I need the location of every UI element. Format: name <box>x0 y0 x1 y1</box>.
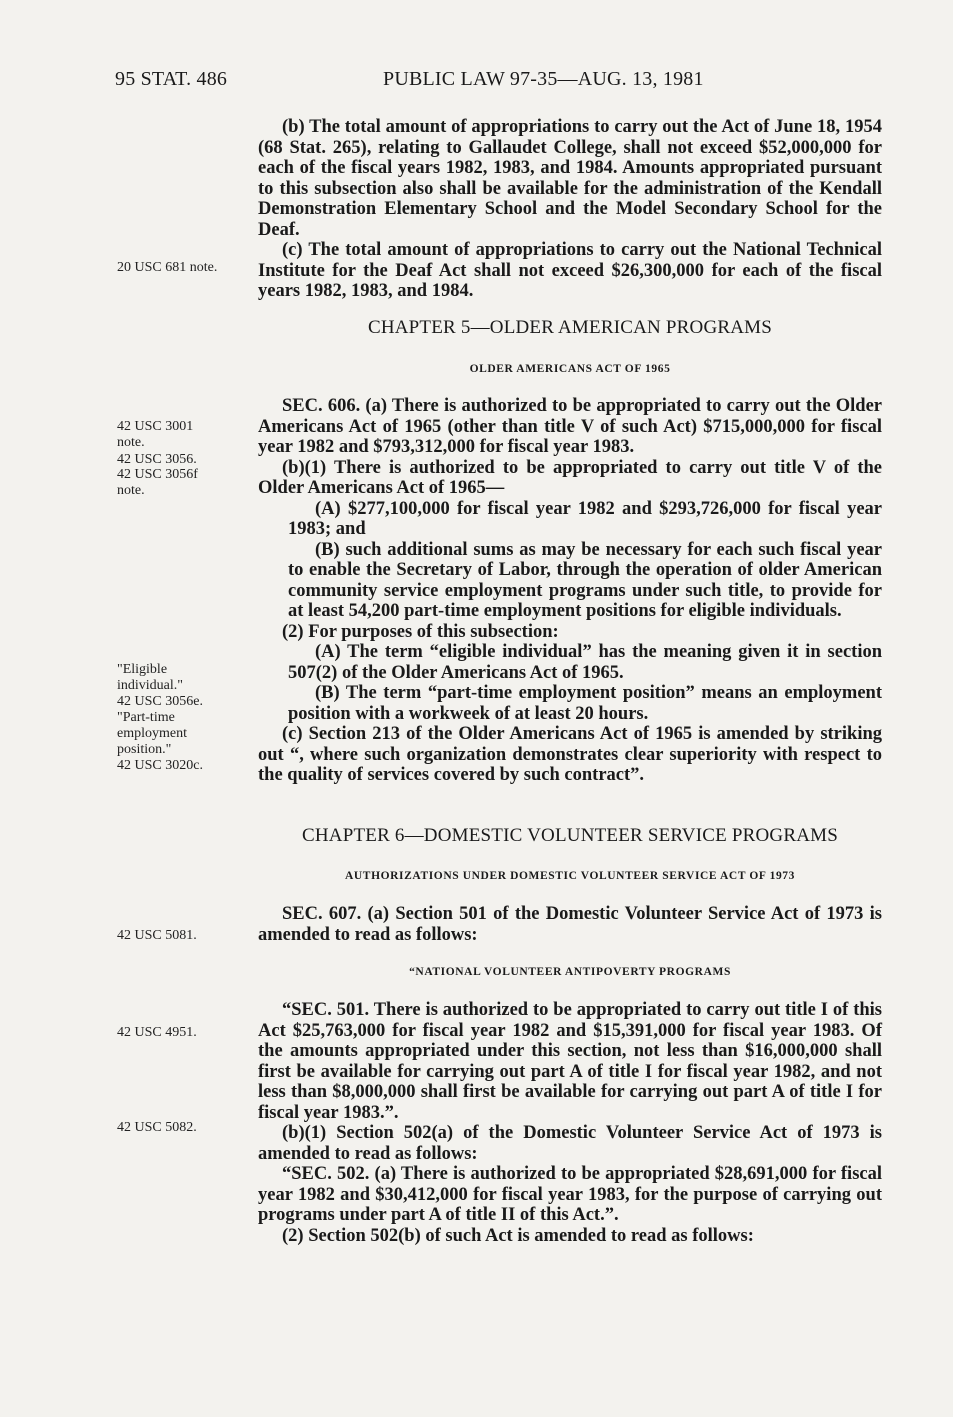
sec-606-b1-A-text: (A) $277,100,000 for fiscal year 1982 and $293,726,000 for fiscal year 1983; and <box>288 498 882 539</box>
sec-607-a <box>258 904 882 945</box>
margin-note: 42 USC 3056e. <box>117 694 203 709</box>
margin-note: 42 USC 3020c. <box>117 758 203 773</box>
sec-607-b1: (b)(1) Section 502(a) of the Domestic Volunteer Service Act of 1973 is amended to read as follows: <box>258 1123 882 1164</box>
sec-606-b2-B-text: (B) The term “part-time employment position” means an employment position with a workweek of at least 20 hours. <box>288 683 882 724</box>
page-stat-number: 95 STAT. 486 <box>115 68 228 90</box>
chapter-5-heading: CHAPTER 5—OLDER AMERICAN PROGRAMS <box>367 317 773 338</box>
sec-607-b2: (2) Section 502(b) of such Act is amended to read as follows: <box>282 1225 754 1246</box>
sec-502-label: “SEC. 502. <box>282 1164 370 1184</box>
margin-note: 42 USC 4951. <box>117 1025 197 1040</box>
margin-note: 42 USC 3056f note. <box>117 467 198 498</box>
sec-606-b1-B-text: (B) such additional sums as may be necessary for each such fiscal year to enable the Secretary of Labor, through the operation of older American community service employment programs under such title, to provide for at least 54,200 part-time employment positions for eligible individuals. <box>288 539 882 621</box>
margin-note: "Eligible individual." <box>117 662 183 693</box>
sec-606-b2: (2) For purposes of this subsection: <box>282 621 559 642</box>
running-header: PUBLIC LAW 97-35—AUG. 13, 1981 <box>383 68 704 90</box>
sec-501 <box>258 1000 882 1123</box>
nvap-heading: “NATIONAL VOLUNTEER ANTIPOVERTY PROGRAMS <box>409 966 731 978</box>
text-b1: (b) The total amount of appropriations to carry out the Act of June 18, 1954 (68 Stat. 265), relating to Gallaudet College, shall not exceed $52,000,000 for each of the fiscal years 1982, 1983, and 1984. Amounts appropriated pursuant to this subsection also shall be available for the administration of the Kendall Demonstration Elementary School and the Model Secondary School for the Deaf. <box>258 117 882 240</box>
sec-606-b1-A <box>258 499 882 540</box>
sec-607-a-text: (a) Section 501 of the Domestic Volunteer Service Act of 1973 is amended to read as follows: <box>258 904 882 945</box>
sec-606-b2-A-text: (A) The term “eligible individual” has the meaning given it in section 507(2) of the Older Americans Act of 1965. <box>288 642 882 683</box>
margin-note: 20 USC 681 note. <box>117 260 218 275</box>
sec-606-a <box>258 396 882 458</box>
sec-606-b2-B <box>258 683 882 724</box>
sec-502-text: (a) There is authorized to be appropriated $28,691,000 for fiscal year 1982 and $30,412,000 for fiscal year 1983, for the purpose of carrying out programs under part A of title II of this Act.”. <box>258 1164 882 1225</box>
act-1965-heading: OLDER AMERICANS ACT OF 1965 <box>469 363 671 375</box>
sec-606-a-text: (a) There is authorized to be appropriated to carry out the Older Americans Act of 1965 (other than title V of such Act) $715,000,000 for fiscal year 1982 and $793,312,000 for fiscal year 1983. <box>258 396 882 457</box>
section-606 <box>258 396 882 786</box>
sec-606-label: SEC. 606. <box>282 396 361 416</box>
paragraph-gallaudet <box>258 117 882 302</box>
sec-502 <box>258 1164 882 1226</box>
sec-606-b1-B <box>258 540 882 622</box>
sec-501-label: “SEC. 501. <box>282 1000 370 1020</box>
act-1973-heading: AUTHORIZATIONS UNDER DOMESTIC VOLUNTEER SERVICE ACT OF 1973 <box>344 870 795 882</box>
margin-note: 42 USC 3001 note. <box>117 419 194 450</box>
margin-note: 42 USC 3056. <box>117 452 197 467</box>
text-b2: (c) The total amount of appropriations to carry out the National Technical Institute for the Deaf Act shall not exceed $26,300,000 for each of the fiscal years 1982, 1983, and 1984. <box>258 240 882 301</box>
margin-note: 42 USC 5082. <box>117 1120 197 1135</box>
sec-606-b2-A <box>258 642 882 683</box>
section-607 <box>258 904 882 945</box>
sec-606-b1: (b)(1) There is authorized to be appropriated to carry out title V of the Older Americans Act of 1965— <box>258 457 882 498</box>
section-501-and-502 <box>258 1000 882 1246</box>
sec-606-c: (c) Section 213 of the Older Americans Act of 1965 is amended by striking out “, where such organization demonstrates clear superiority with respect to the quality of services covered by such contract”. <box>258 724 882 785</box>
sec-501-text: There is authorized to be appropriated to carry out title I of this Act $25,763,000 for fiscal year 1982 and $15,391,000 for fiscal year 1983. Of the amounts appropriated under this section, not less than $16,000,000 shall first be available for carrying out part A of title I for fiscal year 1982, and not less than $8,000,000 shall first be available for carrying out part A of title I for fiscal year 1983.”. <box>258 1000 882 1123</box>
margin-note: 42 USC 5081. <box>117 928 197 943</box>
sec-607-label: SEC. 607. <box>282 904 362 924</box>
margin-note: "Part-time employment position." <box>117 710 187 757</box>
chapter-6-heading: CHAPTER 6—DOMESTIC VOLUNTEER SERVICE PROGRAMS <box>301 825 838 846</box>
